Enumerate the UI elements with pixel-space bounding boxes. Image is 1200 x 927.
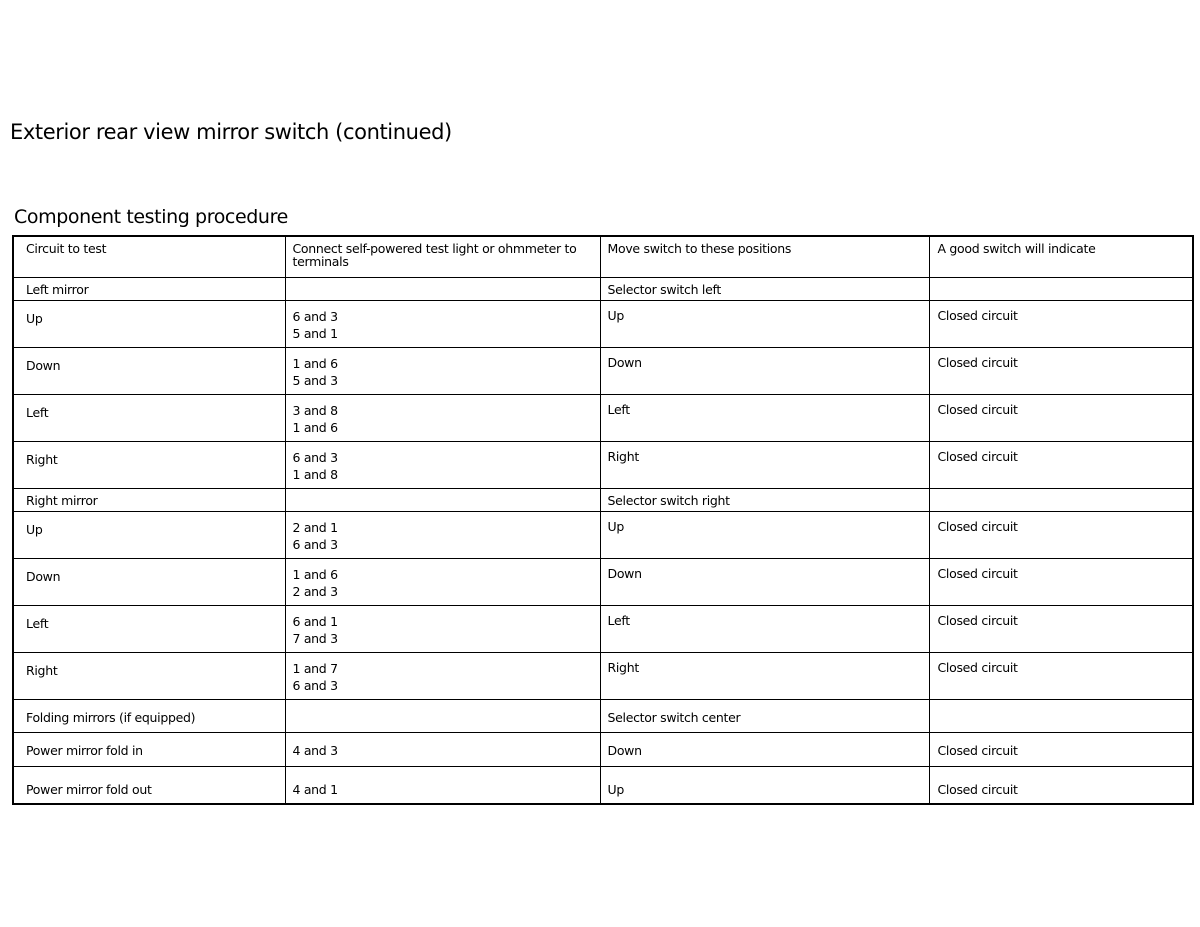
- terminals-text-line: 2 and 3: [292, 583, 338, 599]
- table-row: [13, 277, 1193, 300]
- position-text-cell: [600, 300, 929, 347]
- position-text-cell: [600, 652, 929, 699]
- circuit-text-cell: [13, 605, 285, 652]
- terminals-text-cell: [285, 558, 600, 605]
- position-text-line: Right: [607, 448, 639, 464]
- position-text: [601, 348, 929, 371]
- result-text: [930, 606, 1193, 629]
- result-text-line: Closed circuit: [937, 565, 1018, 581]
- result-text: [930, 700, 1193, 709]
- result-text: [930, 512, 1193, 535]
- position-text-line: Up: [607, 307, 624, 323]
- header-position: [600, 236, 929, 277]
- position-text-line: Right: [607, 659, 639, 675]
- circuit-text: [14, 700, 285, 726]
- position-text-cell: [600, 732, 929, 766]
- result-text: [930, 559, 1193, 582]
- terminals-text-line: 5 and 1: [292, 325, 338, 341]
- circuit-text-cell: [13, 488, 285, 511]
- result-text: [930, 301, 1193, 324]
- position-text: [601, 301, 929, 324]
- circuit-text-cell: [13, 511, 285, 558]
- result-text: [930, 767, 1193, 798]
- position-text-line: Up: [607, 518, 624, 534]
- position-text: [601, 767, 929, 798]
- circuit-text: [14, 512, 285, 538]
- position-text-cell: [600, 558, 929, 605]
- position-text-line: Down: [607, 354, 642, 370]
- header-terminals-label: Connect self-powered test light or ohmmeter to terminals: [292, 241, 577, 269]
- circuit-text-line: Left: [26, 615, 49, 631]
- table-row: [13, 511, 1193, 558]
- header-circuit: [13, 236, 285, 277]
- result-text-cell: [929, 511, 1193, 558]
- position-text: [601, 395, 929, 418]
- result-text: [930, 348, 1193, 371]
- circuit-text: [14, 301, 285, 327]
- circuit-text-line: Down: [26, 568, 61, 584]
- position-text-line: Left: [607, 612, 630, 628]
- table-row: [13, 558, 1193, 605]
- table-row: [13, 441, 1193, 488]
- result-text-line: Closed circuit: [937, 307, 1018, 323]
- position-text-line: Selector switch center: [607, 709, 741, 725]
- position-text-line: Left: [607, 401, 630, 417]
- circuit-text-cell: [13, 652, 285, 699]
- terminals-text-line: 4 and 3: [292, 742, 338, 758]
- table-body: [13, 277, 1193, 804]
- circuit-text-cell: [13, 277, 285, 300]
- position-text-line: Down: [607, 565, 642, 581]
- position-text-cell: [600, 699, 929, 732]
- header-circuit-label: Circuit to test: [26, 241, 107, 256]
- result-text-cell: [929, 488, 1193, 511]
- table-row: [13, 394, 1193, 441]
- position-text-line: Down: [607, 742, 642, 758]
- result-text-line: Closed circuit: [937, 401, 1018, 417]
- terminals-text-cell: [285, 699, 600, 732]
- circuit-text: [14, 606, 285, 632]
- table-row: [13, 347, 1193, 394]
- terminals-text-line: 2 and 1: [292, 519, 338, 535]
- terminals-text-line: 6 and 3: [292, 308, 338, 324]
- header-result: [929, 236, 1193, 277]
- terminals-text-line: 6 and 3: [292, 536, 338, 552]
- page-title: Exterior rear view mirror switch (continued): [10, 120, 452, 144]
- position-text: [601, 489, 929, 509]
- terminals-text-line: 1 and 6: [292, 355, 338, 371]
- terminals-text: [286, 559, 600, 600]
- position-text-cell: [600, 441, 929, 488]
- circuit-text-cell: [13, 766, 285, 804]
- terminals-text-line: 6 and 1: [292, 613, 338, 629]
- position-text-cell: [600, 511, 929, 558]
- position-text: [601, 700, 929, 726]
- result-text: [930, 442, 1193, 465]
- circuit-text-line: Left mirror: [26, 281, 89, 297]
- position-text-cell: [600, 347, 929, 394]
- result-text-cell: [929, 277, 1193, 300]
- result-text-cell: [929, 300, 1193, 347]
- result-text-cell: [929, 732, 1193, 766]
- result-text-cell: [929, 558, 1193, 605]
- terminals-text: [286, 395, 600, 436]
- header-result-label: A good switch will indicate: [937, 241, 1096, 256]
- terminals-text: [286, 512, 600, 553]
- position-text: [601, 606, 929, 629]
- position-text: [601, 442, 929, 465]
- terminals-text-cell: [285, 511, 600, 558]
- circuit-text: [14, 767, 285, 798]
- result-text-cell: [929, 605, 1193, 652]
- terminals-text-line: 1 and 6: [292, 419, 338, 435]
- terminals-text: [286, 700, 600, 709]
- circuit-text: [14, 733, 285, 759]
- circuit-text: [14, 442, 285, 468]
- table-row: [13, 766, 1193, 804]
- result-text-line: Closed circuit: [937, 742, 1018, 758]
- terminals-text: [286, 301, 600, 342]
- position-text-cell: [600, 394, 929, 441]
- circuit-text-cell: [13, 732, 285, 766]
- position-text: [601, 512, 929, 535]
- circuit-text-line: Up: [26, 521, 43, 537]
- header-terminals: [285, 236, 600, 277]
- terminals-text-line: 5 and 3: [292, 372, 338, 388]
- circuit-text: [14, 348, 285, 374]
- position-text-cell: [600, 766, 929, 804]
- result-text-line: Closed circuit: [937, 781, 1018, 797]
- result-text: [930, 489, 1193, 492]
- circuit-text-line: Down: [26, 357, 61, 373]
- terminals-text-cell: [285, 605, 600, 652]
- terminals-text: [286, 767, 600, 798]
- table-row: [13, 699, 1193, 732]
- terminals-text-cell: [285, 394, 600, 441]
- terminals-text-line: 4 and 1: [292, 781, 338, 797]
- result-text-cell: [929, 441, 1193, 488]
- circuit-text-line: Right: [26, 662, 58, 678]
- terminals-text-cell: [285, 732, 600, 766]
- position-text: [601, 559, 929, 582]
- circuit-text-cell: [13, 441, 285, 488]
- circuit-text-line: Power mirror fold out: [26, 781, 152, 797]
- table-row: [13, 488, 1193, 511]
- result-text-cell: [929, 766, 1193, 804]
- position-text-line: Up: [607, 781, 624, 797]
- header-position-label: Move switch to these positions: [607, 241, 792, 256]
- terminals-text-line: 6 and 3: [292, 449, 338, 465]
- position-text-line: Selector switch right: [607, 492, 730, 508]
- circuit-text: [14, 489, 285, 509]
- terminals-text: [286, 606, 600, 647]
- terminals-text-line: 6 and 3: [292, 677, 338, 693]
- result-text-line: Closed circuit: [937, 518, 1018, 534]
- result-text-line: Closed circuit: [937, 354, 1018, 370]
- terminals-text-line: 1 and 6: [292, 566, 338, 582]
- position-text: [601, 733, 929, 759]
- circuit-text-line: Right mirror: [26, 492, 98, 508]
- result-text-cell: [929, 652, 1193, 699]
- result-text-cell: [929, 347, 1193, 394]
- terminals-text: [286, 733, 600, 759]
- result-text: [930, 395, 1193, 418]
- result-text: [930, 733, 1193, 759]
- terminals-text: [286, 278, 600, 281]
- result-text-cell: [929, 394, 1193, 441]
- circuit-text-cell: [13, 394, 285, 441]
- position-text-cell: [600, 488, 929, 511]
- terminals-text-cell: [285, 441, 600, 488]
- circuit-text: [14, 559, 285, 585]
- component-testing-table: [12, 235, 1194, 805]
- terminals-text-cell: [285, 652, 600, 699]
- position-text-cell: [600, 277, 929, 300]
- terminals-text-line: 3 and 8: [292, 402, 338, 418]
- result-text: [930, 278, 1193, 281]
- terminals-text: [286, 653, 600, 694]
- terminals-text-line: 1 and 7: [292, 660, 338, 676]
- result-text: [930, 653, 1193, 676]
- terminals-text-cell: [285, 488, 600, 511]
- result-text-line: Closed circuit: [937, 448, 1018, 464]
- terminals-text: [286, 442, 600, 483]
- result-text-line: Closed circuit: [937, 612, 1018, 628]
- position-text-line: Selector switch left: [607, 281, 721, 297]
- table-header-row: [13, 236, 1193, 277]
- terminals-text-line: 1 and 8: [292, 466, 338, 482]
- circuit-text-cell: [13, 347, 285, 394]
- circuit-text-line: Up: [26, 310, 43, 326]
- terminals-text: [286, 348, 600, 389]
- result-text-line: Closed circuit: [937, 659, 1018, 675]
- circuit-text-cell: [13, 699, 285, 732]
- circuit-text: [14, 653, 285, 679]
- terminals-text: [286, 489, 600, 492]
- position-text: [601, 278, 929, 298]
- table-row: [13, 605, 1193, 652]
- table-row: [13, 300, 1193, 347]
- position-text-cell: [600, 605, 929, 652]
- terminals-text-cell: [285, 766, 600, 804]
- circuit-text: [14, 278, 285, 298]
- terminals-text-cell: [285, 300, 600, 347]
- circuit-text-line: Left: [26, 404, 49, 420]
- table-row: [13, 732, 1193, 766]
- circuit-text-line: Folding mirrors (if equipped): [26, 709, 196, 725]
- circuit-text-line: Power mirror fold in: [26, 742, 143, 758]
- circuit-text-cell: [13, 558, 285, 605]
- circuit-text: [14, 395, 285, 421]
- result-text-cell: [929, 699, 1193, 732]
- section-title: Component testing procedure: [14, 206, 288, 228]
- circuit-text-line: Right: [26, 451, 58, 467]
- terminals-text-cell: [285, 347, 600, 394]
- circuit-text-cell: [13, 300, 285, 347]
- position-text: [601, 653, 929, 676]
- terminals-text-cell: [285, 277, 600, 300]
- table-row: [13, 652, 1193, 699]
- terminals-text-line: 7 and 3: [292, 630, 338, 646]
